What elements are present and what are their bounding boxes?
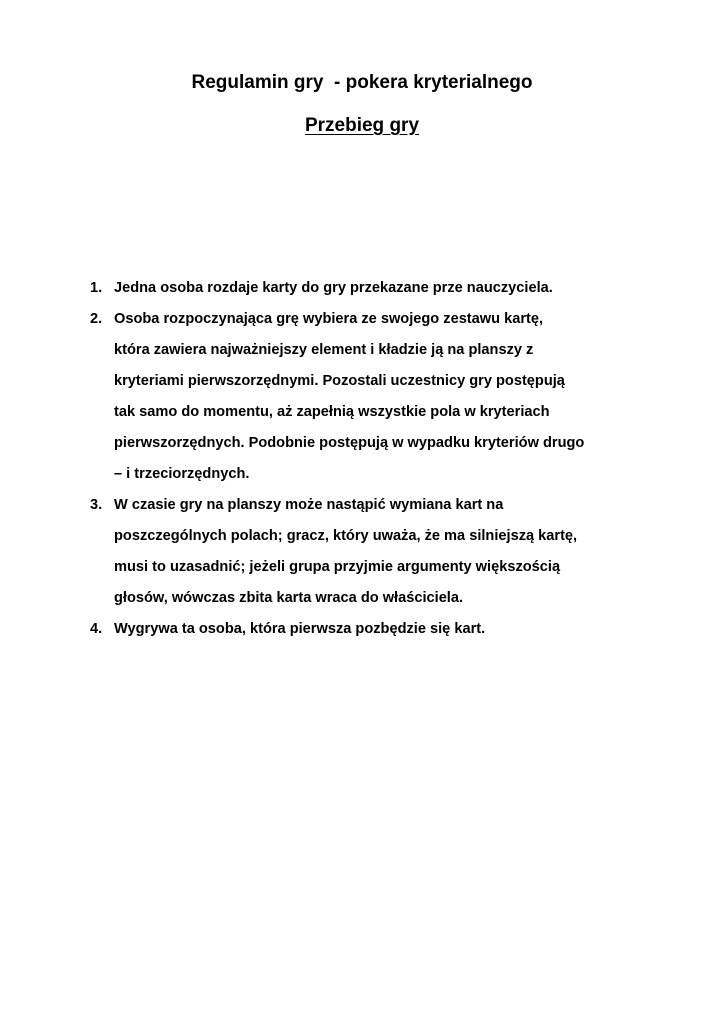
rule-item: [90, 273, 662, 304]
rule-text-line: Jedna osoba rozdaje karty do gry przekazane prze nauczyciela.: [114, 280, 553, 296]
rule-text-line: pierwszorzędnych. Podobnie postępują w wypadku kryteriów drugo: [114, 435, 585, 451]
rule-number: 3.: [90, 497, 103, 513]
rule-item: [90, 304, 662, 490]
rule-number: 1.: [90, 280, 103, 296]
rule-text-line: kryteriami pierwszorzędnymi. Pozostali uczestnicy gry postępują: [114, 373, 565, 389]
rule-item: [90, 490, 662, 614]
rule-text-line: tak samo do momentu, aż zapełnią wszystkie pola w kryteriach: [114, 404, 550, 420]
rule-number: 2.: [90, 311, 103, 327]
rule-text-line: Wygrywa ta osoba, która pierwsza pozbędzie się kart.: [114, 621, 486, 637]
document-subtitle: Przebieg gry: [304, 115, 420, 136]
rule-item: [90, 614, 662, 645]
rule-text-line: W czasie gry na planszy może nastąpić wymiana kart na: [114, 497, 504, 513]
rule-text-line: Osoba rozpoczynająca grę wybiera ze swojego zestawu kartę,: [114, 311, 544, 327]
rule-text-line: musi to uzasadnić; jeżeli grupa przyjmie argumenty większością: [114, 559, 561, 575]
rule-text-line: głosów, wówczas zbita karta wraca do właściciela.: [114, 590, 464, 606]
rule-text-line: która zawiera najważniejszy element i kładzie ją na planszy z: [114, 342, 534, 358]
rule-text-line: poszczególnych polach; gracz, który uważa, że ma silniejszą kartę,: [114, 528, 578, 544]
rule-text-line: – i trzeciorzędnych.: [114, 466, 250, 482]
rule-number: 4.: [90, 621, 103, 637]
document-title: Regulamin gry - pokera kryterialnego: [191, 72, 533, 93]
rules-list: [90, 273, 662, 645]
